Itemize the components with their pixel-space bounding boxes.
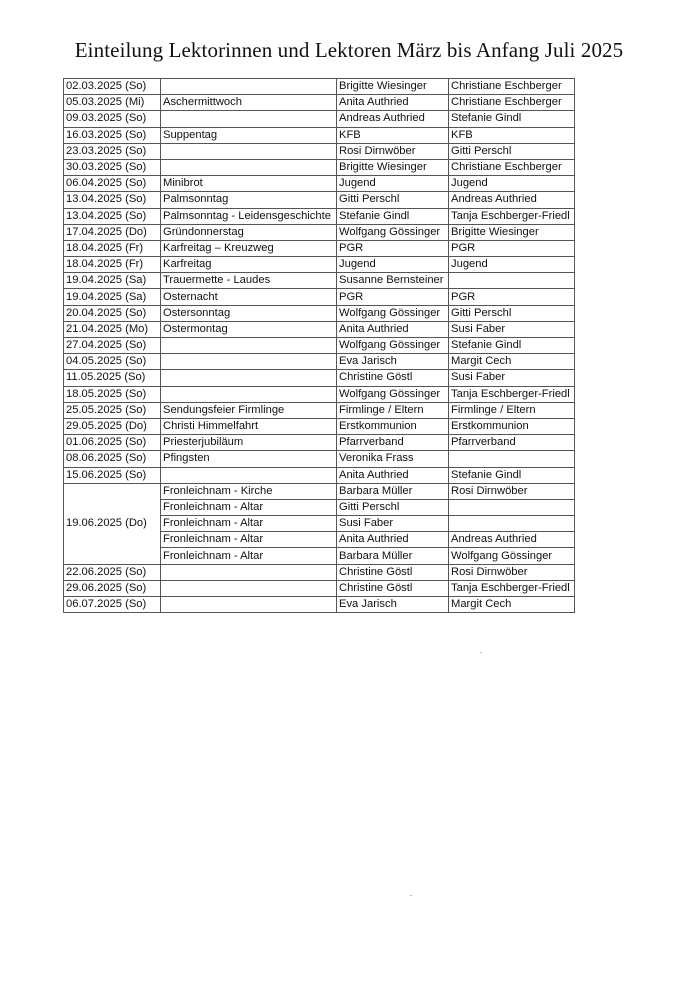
reader-1-cell: Anita Authried — [337, 467, 449, 483]
table-row — [64, 289, 575, 305]
date-cell: 06.07.2025 (So) — [64, 597, 161, 613]
reader-2-cell: PGR — [449, 289, 575, 305]
reader-1-cell: Barbara Müller — [337, 548, 449, 564]
reader-1-cell: Christine Göstl — [337, 370, 449, 386]
reader-2-cell: Christiane Eschberger — [449, 95, 575, 111]
table-row — [64, 418, 575, 434]
reader-1-cell: Wolfgang Gössinger — [337, 224, 449, 240]
date-cell: 13.04.2025 (So) — [64, 208, 161, 224]
date-cell: 05.03.2025 (Mi) — [64, 95, 161, 111]
reader-2-cell: Stefanie Gindl — [449, 338, 575, 354]
reader-1-cell: KFB — [337, 127, 449, 143]
reader-1-cell: Eva Jarisch — [337, 354, 449, 370]
reader-2-cell — [449, 499, 575, 515]
schedule-table — [63, 78, 575, 613]
occasion-cell — [161, 597, 337, 613]
date-cell: 27.04.2025 (So) — [64, 338, 161, 354]
table-row — [64, 435, 575, 451]
date-cell: 02.03.2025 (So) — [64, 79, 161, 95]
reader-2-cell: Andreas Authried — [449, 532, 575, 548]
reader-1-cell: Firmlinge / Eltern — [337, 402, 449, 418]
reader-1-cell: Erstkommunion — [337, 418, 449, 434]
date-cell: 21.04.2025 (Mo) — [64, 321, 161, 337]
date-cell: 06.04.2025 (So) — [64, 176, 161, 192]
scan-speck — [410, 895, 412, 896]
table-row — [64, 273, 575, 289]
table-row — [64, 402, 575, 418]
table-row — [64, 176, 575, 192]
table-row — [64, 321, 575, 337]
date-cell: 20.04.2025 (So) — [64, 305, 161, 321]
date-cell: 18.04.2025 (Fr) — [64, 257, 161, 273]
reader-1-cell: Barbara Müller — [337, 483, 449, 499]
occasion-cell: Sendungsfeier Firmlinge — [161, 402, 337, 418]
table-row — [64, 467, 575, 483]
reader-2-cell: Rosi Dirnwöber — [449, 483, 575, 499]
table-row — [64, 580, 575, 596]
reader-1-cell: Stefanie Gindl — [337, 208, 449, 224]
date-cell: 18.05.2025 (So) — [64, 386, 161, 402]
reader-2-cell: KFB — [449, 127, 575, 143]
table-row — [64, 370, 575, 386]
occasion-cell — [161, 580, 337, 596]
table-row — [64, 564, 575, 580]
date-cell: 22.06.2025 (So) — [64, 564, 161, 580]
date-cell: 19.04.2025 (Sa) — [64, 273, 161, 289]
table-row — [64, 127, 575, 143]
reader-1-cell: Brigitte Wiesinger — [337, 79, 449, 95]
occasion-cell: Christi Himmelfahrt — [161, 418, 337, 434]
schedule-body — [64, 79, 575, 613]
table-row — [64, 257, 575, 273]
occasion-cell: Pfingsten — [161, 451, 337, 467]
table-row — [64, 143, 575, 159]
reader-1-cell: Wolfgang Gössinger — [337, 305, 449, 321]
reader-1-cell: Brigitte Wiesinger — [337, 159, 449, 175]
reader-2-cell: Susi Faber — [449, 321, 575, 337]
reader-2-cell: Gitti Perschl — [449, 143, 575, 159]
date-cell: 15.06.2025 (So) — [64, 467, 161, 483]
table-row — [64, 305, 575, 321]
reader-1-cell: Gitti Perschl — [337, 192, 449, 208]
table-row — [64, 208, 575, 224]
occasion-cell: Karfreitag – Kreuzweg — [161, 240, 337, 256]
table-row — [64, 95, 575, 111]
reader-1-cell: Jugend — [337, 257, 449, 273]
occasion-cell — [161, 386, 337, 402]
reader-2-cell: Christiane Eschberger — [449, 79, 575, 95]
reader-2-cell: Tanja Eschberger-Friedl — [449, 580, 575, 596]
reader-2-cell: Tanja Eschberger-Friedl — [449, 386, 575, 402]
table-row — [64, 240, 575, 256]
reader-2-cell — [449, 273, 575, 289]
reader-2-cell: Wolfgang Gössinger — [449, 548, 575, 564]
reader-2-cell: Brigitte Wiesinger — [449, 224, 575, 240]
date-cell: 19.06.2025 (Do) — [64, 483, 161, 564]
occasion-cell: Fronleichnam - Altar — [161, 548, 337, 564]
reader-1-cell: Wolfgang Gössinger — [337, 338, 449, 354]
date-cell: 30.03.2025 (So) — [64, 159, 161, 175]
occasion-cell: Ostermontag — [161, 321, 337, 337]
reader-1-cell: Anita Authried — [337, 321, 449, 337]
reader-2-cell: Stefanie Gindl — [449, 111, 575, 127]
reader-2-cell: Jugend — [449, 257, 575, 273]
reader-2-cell — [449, 516, 575, 532]
occasion-cell: Aschermittwoch — [161, 95, 337, 111]
reader-2-cell: Firmlinge / Eltern — [449, 402, 575, 418]
occasion-cell: Suppentag — [161, 127, 337, 143]
table-row — [64, 338, 575, 354]
occasion-cell: Palmsonntag - Leidensgeschichte — [161, 208, 337, 224]
reader-1-cell: Anita Authried — [337, 95, 449, 111]
date-cell: 11.05.2025 (So) — [64, 370, 161, 386]
occasion-cell: Palmsonntag — [161, 192, 337, 208]
reader-1-cell: Rosi Dirnwöber — [337, 143, 449, 159]
occasion-cell — [161, 354, 337, 370]
occasion-cell: Fronleichnam - Kirche — [161, 483, 337, 499]
reader-2-cell: PGR — [449, 240, 575, 256]
reader-2-cell: Pfarrverband — [449, 435, 575, 451]
occasion-cell — [161, 143, 337, 159]
reader-1-cell: PGR — [337, 240, 449, 256]
table-row — [64, 79, 575, 95]
reader-2-cell: Gitti Perschl — [449, 305, 575, 321]
reader-1-cell: Susi Faber — [337, 516, 449, 532]
table-row — [64, 192, 575, 208]
occasion-cell: Ostersonntag — [161, 305, 337, 321]
reader-1-cell: Jugend — [337, 176, 449, 192]
reader-2-cell: Margit Cech — [449, 354, 575, 370]
date-cell: 23.03.2025 (So) — [64, 143, 161, 159]
occasion-cell — [161, 159, 337, 175]
occasion-cell — [161, 79, 337, 95]
occasion-cell — [161, 370, 337, 386]
reader-2-cell: Tanja Eschberger-Friedl — [449, 208, 575, 224]
occasion-cell: Fronleichnam - Altar — [161, 499, 337, 515]
table-row — [64, 224, 575, 240]
reader-2-cell: Margit Cech — [449, 597, 575, 613]
occasion-cell: Priesterjubiläum — [161, 435, 337, 451]
reader-2-cell: Rosi Dirnwöber — [449, 564, 575, 580]
occasion-cell: Gründonnerstag — [161, 224, 337, 240]
table-row — [64, 483, 575, 499]
date-cell: 29.05.2025 (Do) — [64, 418, 161, 434]
table-row — [64, 354, 575, 370]
occasion-cell: Osternacht — [161, 289, 337, 305]
date-cell: 18.04.2025 (Fr) — [64, 240, 161, 256]
reader-1-cell: PGR — [337, 289, 449, 305]
date-cell: 01.06.2025 (So) — [64, 435, 161, 451]
occasion-cell: Karfreitag — [161, 257, 337, 273]
reader-1-cell: Pfarrverband — [337, 435, 449, 451]
reader-1-cell: Anita Authried — [337, 532, 449, 548]
reader-2-cell: Erstkommunion — [449, 418, 575, 434]
reader-2-cell: Susi Faber — [449, 370, 575, 386]
reader-1-cell: Eva Jarisch — [337, 597, 449, 613]
reader-1-cell: Gitti Perschl — [337, 499, 449, 515]
table-row — [64, 597, 575, 613]
date-cell: 13.04.2025 (So) — [64, 192, 161, 208]
reader-2-cell: Stefanie Gindl — [449, 467, 575, 483]
occasion-cell: Minibrot — [161, 176, 337, 192]
date-cell: 08.06.2025 (So) — [64, 451, 161, 467]
date-cell: 19.04.2025 (Sa) — [64, 289, 161, 305]
occasion-cell — [161, 467, 337, 483]
reader-1-cell: Andreas Authried — [337, 111, 449, 127]
occasion-cell — [161, 111, 337, 127]
occasion-cell: Trauermette - Laudes — [161, 273, 337, 289]
date-cell: 29.06.2025 (So) — [64, 580, 161, 596]
date-cell: 17.04.2025 (Do) — [64, 224, 161, 240]
occasion-cell — [161, 564, 337, 580]
reader-2-cell: Christiane Eschberger — [449, 159, 575, 175]
table-row — [64, 451, 575, 467]
occasion-cell — [161, 338, 337, 354]
date-cell: 25.05.2025 (So) — [64, 402, 161, 418]
reader-1-cell: Christine Göstl — [337, 564, 449, 580]
table-row — [64, 111, 575, 127]
date-cell: 16.03.2025 (So) — [64, 127, 161, 143]
reader-2-cell: Andreas Authried — [449, 192, 575, 208]
table-row — [64, 386, 575, 402]
reader-1-cell: Christine Göstl — [337, 580, 449, 596]
reader-1-cell: Veronika Frass — [337, 451, 449, 467]
table-row — [64, 159, 575, 175]
page-title: Einteilung Lektorinnen und Lektoren März bis Anfang Juli 2025 — [74, 38, 624, 62]
reader-2-cell: Jugend — [449, 176, 575, 192]
date-cell: 09.03.2025 (So) — [64, 111, 161, 127]
occasion-cell: Fronleichnam - Altar — [161, 532, 337, 548]
date-cell: 04.05.2025 (So) — [64, 354, 161, 370]
reader-1-cell: Susanne Bernsteiner — [337, 273, 449, 289]
scan-speck — [480, 652, 482, 653]
reader-1-cell: Wolfgang Gössinger — [337, 386, 449, 402]
occasion-cell: Fronleichnam - Altar — [161, 516, 337, 532]
reader-2-cell — [449, 451, 575, 467]
